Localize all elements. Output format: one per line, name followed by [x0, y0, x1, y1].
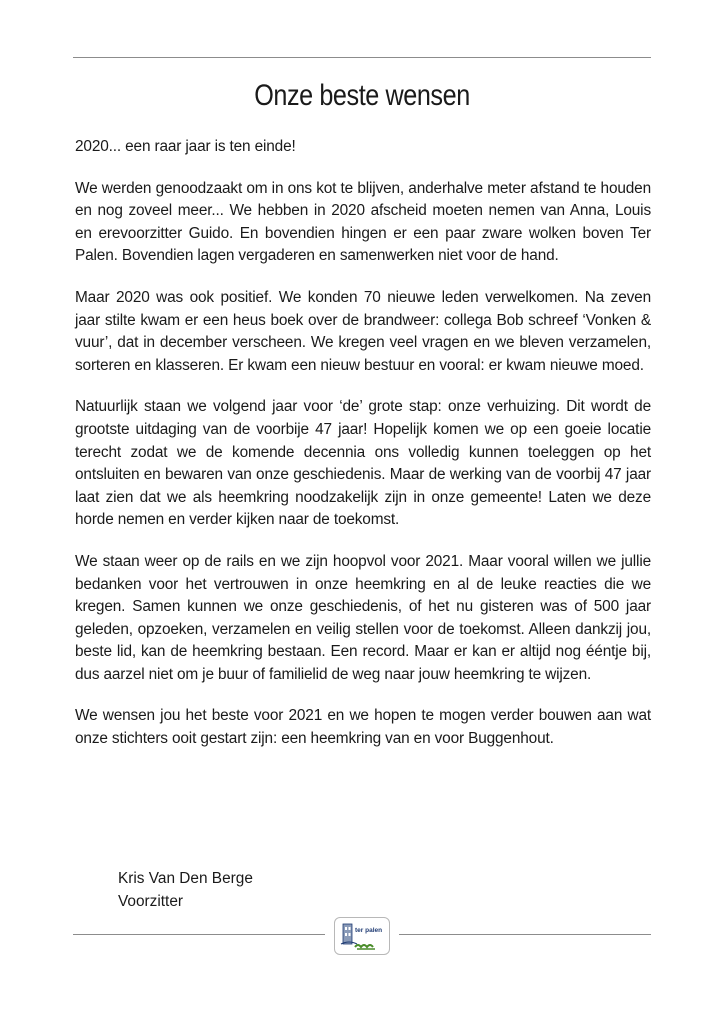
- ter-palen-logo-icon: [334, 917, 390, 955]
- page-title: Onze beste wensen: [254, 79, 470, 112]
- top-divider: [73, 57, 651, 58]
- paragraph-intro: 2020... een raar jaar is ten einde!: [75, 138, 296, 155]
- letter-body: [75, 136, 651, 770]
- signature-role: Voorzitter: [118, 892, 184, 910]
- paragraph-5: We wensen jou het beste voor 2021 en we hopen te mogen verder bouwen aan wat onze stichters ooit gestart zijn: een heemkring van en voor Buggenhout.: [75, 707, 651, 748]
- logo-text: ter palen: [355, 927, 383, 934]
- signature-name: Kris Van Den Berge: [118, 870, 253, 887]
- signature-block: [118, 868, 253, 913]
- footer: [73, 915, 651, 955]
- paragraph-4: We staan weer op de rails en we zijn hoopvol voor 2021. Maar vooral willen we jullie bedanken voor het vertrouwen in onze heemkring en al de leuke reacties die we kregen. Samen kunnen we onze geschiedenis, of het nu gisteren was of 500 jaar geleden, opzoeken, verzamelen en veilig stellen voor de toekomst. Alleen dankzij jou, beste lid, kan de heemkring bestaan. Een record. Maar er kan er altijd nog ééntje bij, dus aarzel niet om je buur of familielid de weg naar jouw heemkring te wijzen.: [75, 552, 651, 683]
- logo-graphic: [335, 918, 389, 954]
- paragraph-3: Natuurlijk staan we volgend jaar voor ‘de’ grote stap: onze verhuizing. Dit wordt de grootste uitdaging van de voorbije 47 jaar! Hopelijk komen we op een goeie locatie terecht zodat we de komende decennia ons volledig kunnen toeleggen op het ontsluiten en bewaren van onze geschiedenis. Maar de werking van de voorbij 47 jaar laat zien dat we als heemkring noodzakelijk zijn in onze gemeente! Laten we deze horde nemen en verder kijken naar de toekomst.: [75, 398, 651, 529]
- paragraph-2: Maar 2020 was ook positief. We konden 70 nieuwe leden verwelkomen. Na zeven jaar stilte kwam er een heus boek over de brandweer: collega Bob schreef ‘Vonken & vuur’, dat in december verscheen. We kregen veel vragen en we bleven verzamelen, sorteren en klasseren. Er kwam een nieuw bestuur en vooral: er kwam nieuwe moed.: [75, 288, 651, 374]
- footer-divider-right: [399, 934, 651, 935]
- footer-divider-left: [73, 934, 325, 935]
- paragraph-1: We werden genoodzaakt om in ons kot te blijven, anderhalve meter afstand te houden en nog zoveel meer... We hebben in 2020 afscheid moeten nemen van Anna, Louis en erevoorzitter Guido. En bovendien hingen er een paar zware wolken boven Ter Palen. Bovendien lagen vergaderen en samenwerken niet voor de hand.: [75, 179, 651, 265]
